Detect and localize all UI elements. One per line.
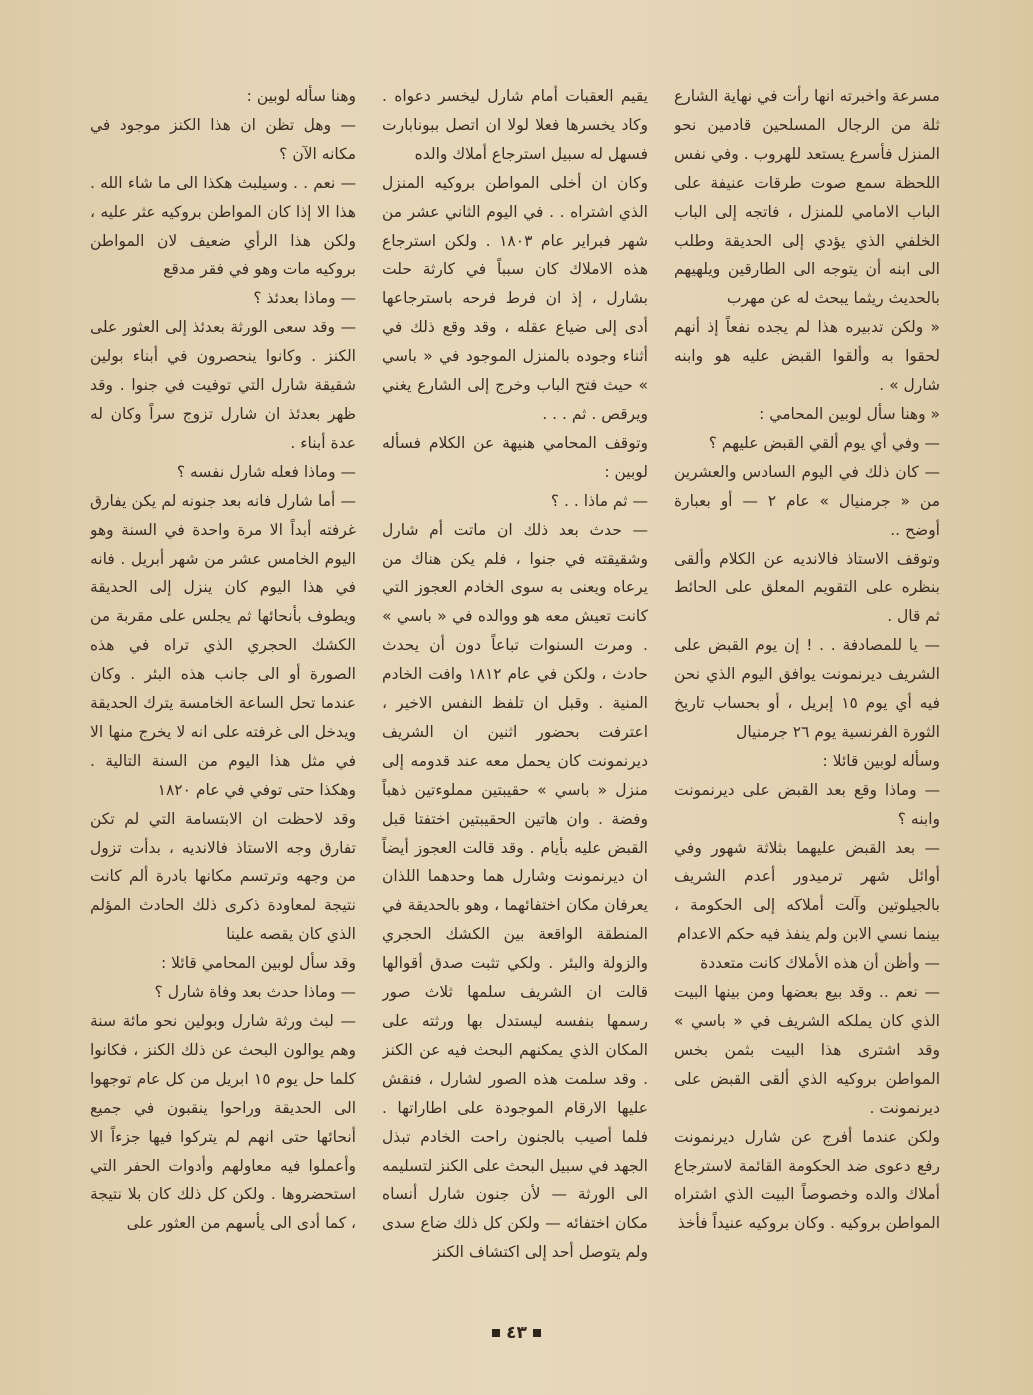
paragraph: — نعم .. وقد بيع بعضها ومن بينها البيت الذي كان يملكه الشريف في « باسي » وقد اشترى هذا البيت بثمن بخس المواطن بروكيه الذي ألقى القبض على ديرنمونت . xyxy=(674,983,940,1117)
paragraph: يقيم العقبات أمام شارل ليخسر دعواه . وكاد يخسرها فعلا لولا ان اتصل ببونابارت فسهل له سبيل استرجاع أملاك والده xyxy=(382,87,648,163)
paragraph: — وهل تظن ان هذا الكنز موجود في مكانه الآن ؟ xyxy=(90,115,356,163)
paragraph: — ثم ماذا . . ؟ xyxy=(550,491,648,510)
paragraph: وقد سأل لوبين المحامي قائلا : xyxy=(160,954,356,973)
paragraph: وتوقف المحامي هنيهة عن الكلام فسأله لوبين : xyxy=(382,433,648,481)
paragraph: — بعد القبض عليهما بثلاثة شهور وفي أوائل شهر ترميدور أعدم الشريف بالجيلوتين وآلت أملاكه إلى الحكومة ، بينما نسي الابن ولم ينفذ فيه حكم الاعدام xyxy=(674,838,940,944)
paragraph: « ولكن تدبيره هذا لم يجده نفعاً إذ أنهم لحقوا به وألقوا القبض عليه هو وابنه شارل » . xyxy=(674,318,940,395)
paragraph: مسرعة واخبرته انها رأت في نهاية الشارع ثلة من الرجال المسلحين قادمين نحو المنزل فأسرع يستعد للهروب . وفي نفس اللحظة سمع صوت طرقات عنيفة على الباب الامامي للمنزل ، فاتجه إلى الباب الخلفي الذي يؤدي إلى الحديقة وطلب الى ابنه أن يتوجه الى الطارقين ويلهيهم بالحديث ريثما يبحث له عن مهرب xyxy=(674,87,940,308)
paragraph: — يا للمصادفة . . ! إن يوم القبض على الشريف ديرنمونت يوافق اليوم الذي نحن فيه أي يوم ١٥ إبريل ، أو بحساب تاريخ الثورة الفرنسية يوم ٢٦ جرمنيال xyxy=(674,636,940,741)
paragraph: — وماذا وقع بعد القبض على ديرنمونت وابنه ؟ xyxy=(674,780,940,828)
square-ornament-left xyxy=(492,1329,500,1337)
paragraph: — وقد سعى الورثة بعدئذ إلى العثور على الكنز . وكانوا ينحصرون في أبناء بولين شقيقة شارل التي توفيت في جنوا . وقد ظهر بعدئذ ان شارل تزوج سراً وكان له عدة أبناء . xyxy=(90,318,356,452)
paragraph: — لبث ورثة شارل وبولين نحو مائة سنة وهم يوالون البحث عن ذلك الكنز ، فكانوا كلما حل يوم ١٥ ابريل من كل عام توجهوا الى الحديقة وراحوا ينقبون في جميع أنحائها حتى انهم لم يتركوا فيها جزءاً الا وأعملوا فيه معاولهم وأدوات الحفر التي استحضروها . ولكن كل ذلك كان بلا نتيجة ، كما أدى الى يأسهم من العثور على xyxy=(90,1012,356,1233)
column-right xyxy=(674,82,940,1322)
page-number-footer xyxy=(0,1323,1033,1343)
paragraph: وكان ان أخلى المواطن بروكيه المنزل الذي اشتراه . . في اليوم الثاني عشر من شهر فبراير عام ١٨٠٣ . ولكن استرجاع هذه الاملاك كان سبباً في كارثة حلت بشارل ، إذ ان فرط فرحه باسترجاعها أدى إلى ضياع عقله ، وقد وقع ذلك في أثناء وجوده بالمنزل الموجود في « باسي » حيث فتح الباب وخرج إلى الشارع يغني ويرقص . ثم . . . xyxy=(382,173,648,423)
page-number: ٤٣ xyxy=(506,1323,527,1343)
paragraph: — وماذا فعله شارل نفسه ؟ xyxy=(176,462,356,481)
paragraph: — نعم . . وسيلبث هكذا الى ما شاء الله . هذا الا إذا كان المواطن بروكيه عثر عليه ، ولكن هذا الرأي ضعيف لان المواطن بروكيه مات وهو في فقر مدقع xyxy=(90,173,356,279)
paragraph: « وهنا سأل لوبين المحامي : xyxy=(759,404,940,423)
paragraph: — كان ذلك في اليوم السادس والعشرين من « جرمنيال » عام ٢ — أو بعبارة أوضح .. xyxy=(674,462,940,539)
paragraph: وقد لاحظت ان الابتسامة التي لم تكن تفارق وجه الاستاذ فالانديه ، بدأت تزول من وجهه وترتسم مكانها بادرة ألم كانت نتيجة لمعاودة ذكرى ذلك الحادث المؤلم الذي كان يقصه علينا xyxy=(90,809,356,944)
paragraph: وهنا سأله لوبين : xyxy=(246,87,356,105)
paragraph: — أما شارل فانه بعد جنونه لم يكن يفارق غرفته أبداً الا مرة واحدة في السنة وهو اليوم الخامس عشر من شهر أبريل . فانه في هذا اليوم كان ينزل إلى الحديقة ويطوف بأنحائها ثم يجلس على مقربة من الكشك الحجري الذي تراه في هذه الصورة أو الى جانب هذه البئر . وكان عندما تحل الساعة الخامسة يترك الحديقة ويدخل الى غرفته على انه لا يخرج منها الا في مثل هذا اليوم من السنة التالية . وهكذا حتى توفي في عام ١٨٢٠ xyxy=(90,491,356,799)
paragraph: وسأله لوبين قائلا : xyxy=(822,751,940,770)
column-left xyxy=(90,82,356,1322)
square-ornament-right xyxy=(533,1329,541,1337)
paragraph: — وفي أي يوم ألقي القبض عليهم ؟ xyxy=(708,433,940,452)
paragraph: ولكن عندما أفرج عن شارل ديرنمونت رفع دعوى ضد الحكومة القائمة لاسترجاع أملاك والده وخصوصاً البيت الذي اشتراه المواطن بروكيه . وكان بروكيه عنيداً فأخذ xyxy=(674,1127,940,1233)
paragraph: — وماذا حدث بعد وفاة شارل ؟ xyxy=(154,983,356,1002)
paragraph: وتوقف الاستاذ فالانديه عن الكلام وألقى بنظره على التقويم المعلق على الحائط ثم قال . xyxy=(674,549,940,626)
paragraph: — حدث بعد ذلك ان ماتت أم شارل وشقيقته في جنوا ، فلم يكن هناك من يرعاه ويعنى به سوى الخادم العجوز التي كانت تعيش معه هو ووالده في « باسي » . ومرت السنوات تباعاً دون أن يحدث حادث ، ولكن في عام ١٨١٢ وافت الخادم المنية . وقبل ان تلفظ النفس الاخير ، اعترفت بحضور اثنين ان الشريف ديرنمونت كان يحمل معه عند قدومه إلى منزل « باسي » حقيبتين مملوءتين ذهباً وفضة . وان هاتين الحقيبتين اختفتا قبل القبض عليه بأيام . وقد قالت العجوز أيضاً ان ديرنمونت وشارل هما وحدهما اللذان يعرفان مكان اختفائهما ، وهو بالحديقة في المنطقة الواقعة بين الكشك الحجري والزولة والبئر . ولكي تثبت صدق أقوالها قالت ان الشريف سلمها ثلاث صور رسمها بنفسه ليستدل بها ورثته على المكان الذي يمكنهم البحث فيه عن الكنز . وقد سلمت هذه الصور لشارل ، فنقش عليها الارقام الموجودة على اطاراتها . فلما أصيب بالجنون راحت الخادم تبذل الجهد في سبيل البحث على الكنز لتسليمه الى الورثة — لأن جنون شارل أنساه مكان اختفائه — ولكن كل ذلك ضاع سدى ولم يتوصل أحد إلى اكتشاف الكنز xyxy=(382,520,648,1262)
text-columns xyxy=(90,82,940,1322)
paragraph: — وماذا بعدئذ ؟ xyxy=(253,289,356,308)
paragraph: — وأظن أن هذه الأملاك كانت متعددة xyxy=(700,954,940,973)
column-middle xyxy=(382,82,648,1322)
